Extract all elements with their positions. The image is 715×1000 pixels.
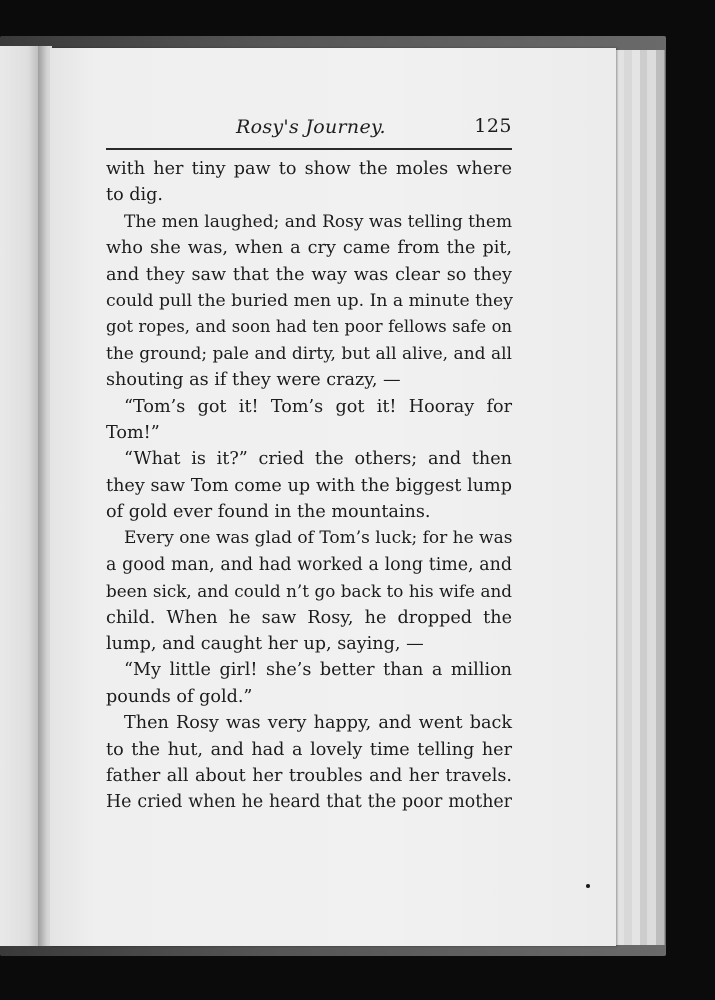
dust-speck: [586, 884, 590, 888]
text-line: could pull the buried men up. In a minute they: [106, 290, 513, 311]
text-line: shouting as if they were crazy, —: [106, 370, 401, 391]
text-line: a good man, and had worked a long time, and: [106, 554, 512, 575]
page-edge: [656, 50, 665, 945]
text-line: who she was, when a cry came from the pit,: [106, 238, 512, 259]
text-line: “What is it?” cried the others; and then: [124, 449, 512, 470]
text-line: to dig.: [106, 185, 163, 206]
text-line: Then Rosy was very happy, and went back: [124, 713, 512, 734]
text-line: lump, and caught her up, saying, —: [106, 634, 424, 655]
running-head: [106, 112, 512, 142]
left-facing-page: [0, 46, 41, 946]
text-line: He cried when he heard that the poor mother: [106, 792, 512, 813]
text-line: Every one was glad of Tom’s luck; for he was: [124, 528, 513, 549]
book-page: [50, 48, 616, 946]
text-line: they saw Tom come up with the biggest lump: [106, 475, 512, 496]
text-line: child. When he saw Rosy, he dropped the: [106, 607, 512, 628]
text-line: with her tiny paw to show the moles where: [106, 159, 512, 179]
text-line: father all about her troubles and her travels.: [106, 765, 512, 786]
page-number: 125: [474, 115, 512, 137]
text-line: to the hut, and had a lovely time telling her: [106, 739, 512, 760]
text-line: got ropes, and soon had ten poor fellows safe on: [106, 317, 512, 337]
header-rule: [106, 148, 512, 150]
running-title: Rosy's Journey.: [236, 116, 386, 138]
body-text: [106, 156, 512, 816]
text-line: “My little girl! she’s better than a million: [124, 660, 512, 681]
text-line: Tom!”: [106, 422, 160, 443]
text-line: The men laughed; and Rosy was telling them: [124, 211, 513, 232]
text-line: pounds of gold.”: [106, 686, 253, 707]
text-line: and they saw that the way was clear so they: [106, 264, 512, 285]
text-line: the ground; pale and dirty, but all alive, and all: [106, 343, 512, 364]
text-line: “Tom’s got it! Tom’s got it! Hooray for: [124, 396, 512, 417]
text-line: of gold ever found in the mountains.: [106, 502, 431, 523]
text-line: been sick, and could n’t go back to his wife and: [106, 581, 512, 602]
